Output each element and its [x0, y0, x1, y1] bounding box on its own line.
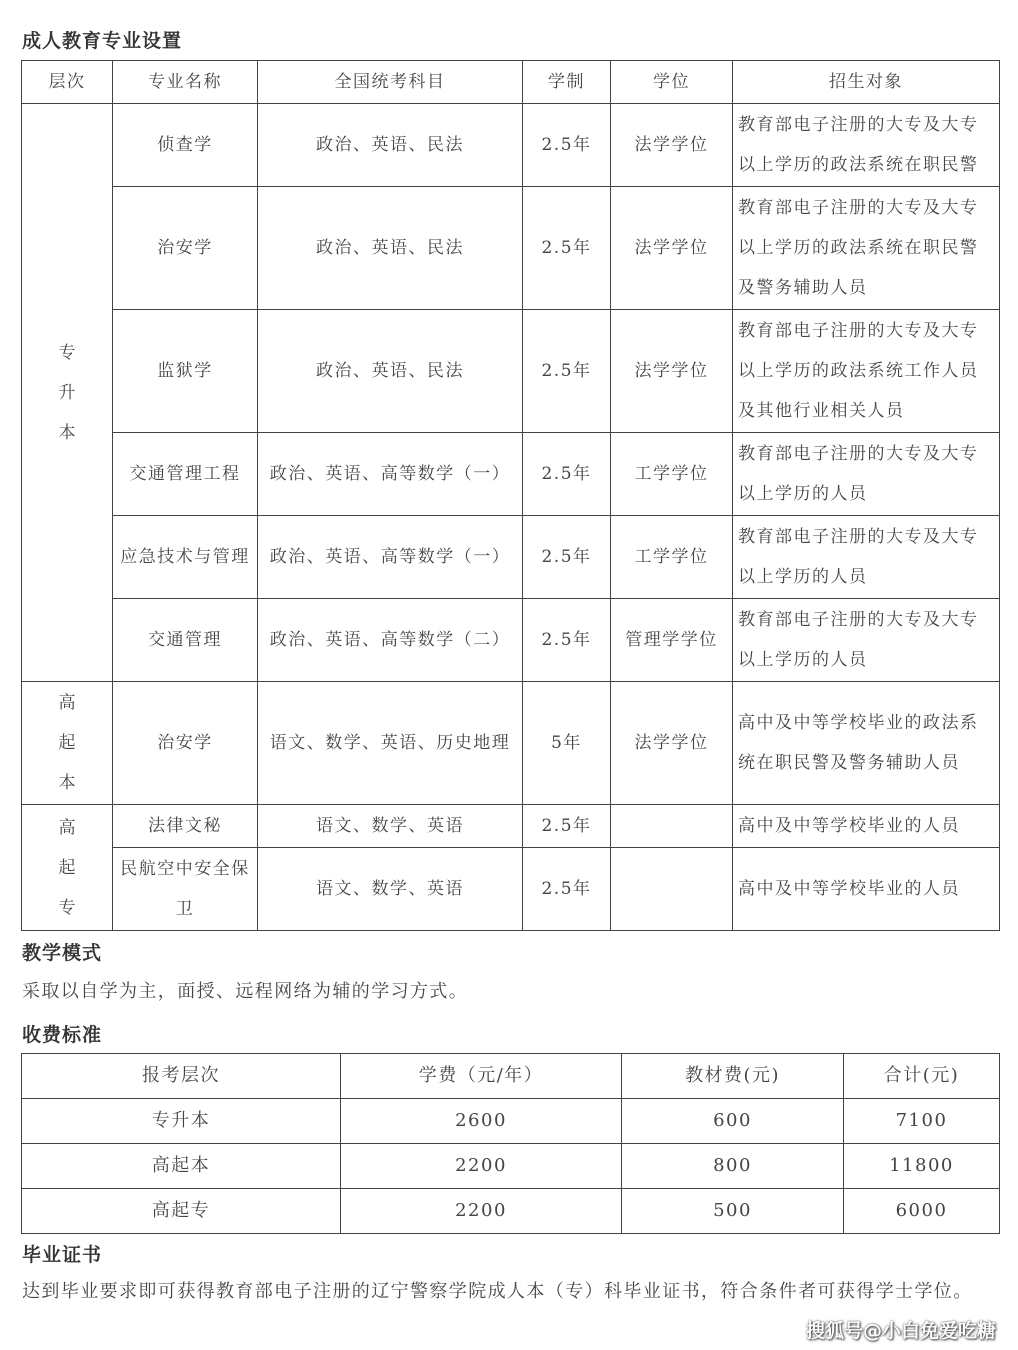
table-row [22, 1099, 1000, 1144]
target: 教育部电子注册的大专及大专以上学历的政法系统工作人员及其他行业相关人员 [733, 310, 1000, 433]
majors-table [21, 60, 1000, 931]
major-name: 治安学 [113, 682, 258, 805]
level-cell: 高 起 专 [22, 805, 113, 931]
duration: 2.5年 [523, 187, 611, 310]
fee-materials: 500 [622, 1189, 844, 1234]
table-row [22, 1189, 1000, 1234]
teaching-mode-text: 采取以自学为主，面授、远程网络为辅的学习方式。 [22, 981, 469, 1002]
header-level: 层次 [22, 61, 113, 104]
degree [611, 848, 733, 931]
subjects: 语文、数学、英语 [258, 848, 523, 931]
major-name: 治安学 [113, 187, 258, 310]
fee-level: 高起本 [22, 1144, 341, 1189]
fee-tuition: 2600 [341, 1099, 622, 1144]
header-major: 专业名称 [113, 61, 258, 104]
fee-tuition: 2200 [341, 1189, 622, 1234]
major-name: 监狱学 [113, 310, 258, 433]
level-cell: 高 起 本 [22, 682, 113, 805]
table-header-row [22, 1054, 1000, 1099]
subjects: 政治、英语、民法 [258, 187, 523, 310]
section-title-teaching-mode: 教学模式 [22, 942, 103, 964]
subjects: 语文、数学、英语 [258, 805, 523, 848]
table-row [22, 104, 1000, 187]
header-materials: 教材费(元) [622, 1054, 844, 1099]
table-row [22, 848, 1000, 931]
fee-level: 高起专 [22, 1189, 341, 1234]
level-cell: 专 升 本 [22, 104, 113, 682]
degree: 工学学位 [611, 433, 733, 516]
degree: 法学学位 [611, 682, 733, 805]
section-title-fees: 收费标准 [22, 1024, 103, 1046]
duration: 2.5年 [523, 516, 611, 599]
duration: 2.5年 [523, 310, 611, 433]
degree: 工学学位 [611, 516, 733, 599]
table-row [22, 516, 1000, 599]
degree: 法学学位 [611, 104, 733, 187]
degree: 法学学位 [611, 187, 733, 310]
duration: 2.5年 [523, 848, 611, 931]
fee-materials: 600 [622, 1099, 844, 1144]
target: 教育部电子注册的大专及大专以上学历的政法系统在职民警及警务辅助人员 [733, 187, 1000, 310]
degree [611, 805, 733, 848]
table-row [22, 805, 1000, 848]
major-name: 应急技术与管理 [113, 516, 258, 599]
header-target: 招生对象 [733, 61, 1000, 104]
target: 教育部电子注册的大专及大专以上学历的人员 [733, 599, 1000, 682]
subjects: 政治、英语、民法 [258, 104, 523, 187]
header-tuition: 学费（元/年） [341, 1054, 622, 1099]
fees-table [21, 1053, 1000, 1234]
fee-tuition: 2200 [341, 1144, 622, 1189]
header-subjects: 全国统考科目 [258, 61, 523, 104]
header-degree: 学位 [611, 61, 733, 104]
section-title-majors: 成人教育专业设置 [22, 30, 183, 52]
subjects: 语文、数学、英语、历史地理 [258, 682, 523, 805]
major-name: 交通管理 [113, 599, 258, 682]
table-header-row [22, 61, 1000, 104]
header-duration: 学制 [523, 61, 611, 104]
subjects: 政治、英语、民法 [258, 310, 523, 433]
header-total: 合计(元) [844, 1054, 1000, 1099]
fee-total: 6000 [844, 1189, 1000, 1234]
target: 高中及中等学校毕业的人员 [733, 848, 1000, 931]
target: 高中及中等学校毕业的人员 [733, 805, 1000, 848]
degree: 法学学位 [611, 310, 733, 433]
fee-materials: 800 [622, 1144, 844, 1189]
section-title-certificate: 毕业证书 [22, 1244, 103, 1266]
fee-total: 11800 [844, 1144, 1000, 1189]
header-exam-level: 报考层次 [22, 1054, 341, 1099]
certificate-text: 达到毕业要求即可获得教育部电子注册的辽宁警察学院成人本（专）科毕业证书，符合条件者可获得学士学位。 [22, 1281, 973, 1302]
subjects: 政治、英语、高等数学（二） [258, 599, 523, 682]
duration: 2.5年 [523, 805, 611, 848]
table-row [22, 1144, 1000, 1189]
table-row [22, 310, 1000, 433]
duration: 2.5年 [523, 599, 611, 682]
subjects: 政治、英语、高等数学（一） [258, 516, 523, 599]
duration: 2.5年 [523, 104, 611, 187]
major-name: 民航空中安全保卫 [113, 848, 258, 931]
major-name: 法律文秘 [113, 805, 258, 848]
target: 教育部电子注册的大专及大专以上学历的人员 [733, 516, 1000, 599]
table-row [22, 599, 1000, 682]
major-name: 交通管理工程 [113, 433, 258, 516]
subjects: 政治、英语、高等数学（一） [258, 433, 523, 516]
degree: 管理学学位 [611, 599, 733, 682]
duration: 2.5年 [523, 433, 611, 516]
duration: 5年 [523, 682, 611, 805]
watermark: 搜狐号@小白免爱吃糖 [805, 1320, 996, 1342]
table-row [22, 433, 1000, 516]
fee-total: 7100 [844, 1099, 1000, 1144]
target: 教育部电子注册的大专及大专以上学历的政法系统在职民警 [733, 104, 1000, 187]
table-row [22, 187, 1000, 310]
fee-level: 专升本 [22, 1099, 341, 1144]
major-name: 侦查学 [113, 104, 258, 187]
target: 教育部电子注册的大专及大专以上学历的人员 [733, 433, 1000, 516]
target: 高中及中等学校毕业的政法系统在职民警及警务辅助人员 [733, 682, 1000, 805]
table-row [22, 682, 1000, 805]
